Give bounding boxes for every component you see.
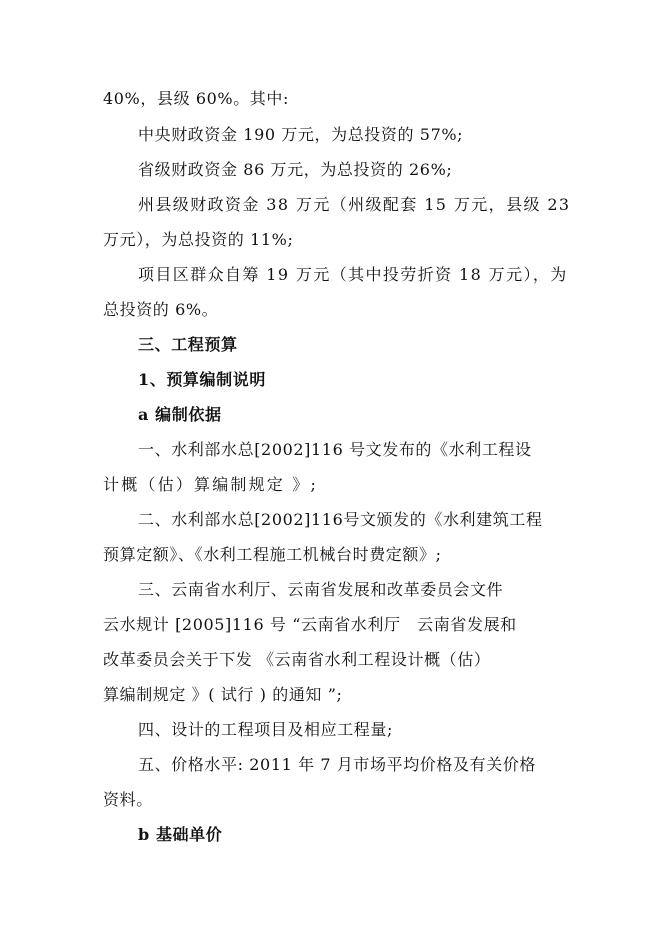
paragraph-line: 四、设计的工程项目及相应工程量; <box>138 720 393 739</box>
paragraph-line: 万元），为总投资的 11%; <box>103 230 294 249</box>
subsection-heading: 1、预算编制说明 <box>138 370 266 389</box>
paragraph-line: 二、水利部水总[2002]116号文颁发的《水利建筑工程 <box>138 510 543 529</box>
paragraph-line: 中央财政资金 190 万元，为总投资的 57%; <box>138 125 464 144</box>
paragraph-line: 一、水利部水总[2002]116 号文发布的《水利工程设 <box>138 440 532 459</box>
paragraph-line: 省级财政资金 86 万元，为总投资的 26%; <box>138 160 453 179</box>
paragraph-line: 项目区群众自筹 19 万元（其中投劳折资 18 万元），为 <box>138 265 568 284</box>
subsection-heading: a 编制依据 <box>138 405 222 424</box>
section-heading: 三、工程预算 <box>138 335 238 354</box>
paragraph-line: 资料。 <box>103 790 153 809</box>
paragraph-line: 40%，县级 60%。其中: <box>103 89 290 108</box>
paragraph-line: 改革委员会关于下发 《云南省水利工程设计概（估） <box>103 650 491 669</box>
subsection-heading: b 基础单价 <box>138 825 223 844</box>
paragraph-line: 三、云南省水利厅、云南省发展和改革委员会文件 <box>138 580 504 599</box>
paragraph-line: 计概（估）算编制规定 》; <box>103 475 319 494</box>
paragraph-line: 预算定额》、《水利工程施工机械台时费定额》; <box>103 545 442 564</box>
paragraph-line: 州县级财政资金 38 万元（州级配套 15 万元，县级 23 <box>138 195 571 214</box>
paragraph-line: 云水规计 [2005]116 号 “云南省水利厅 云南省发展和 <box>103 615 517 634</box>
paragraph-line: 算编制规定 》( 试行 ) 的通知 ”; <box>103 685 343 704</box>
paragraph-line: 五、价格水平: 2011 年 7 月市场平均价格及有关价格 <box>138 755 537 774</box>
paragraph-line: 总投资的 6%。 <box>103 300 219 319</box>
